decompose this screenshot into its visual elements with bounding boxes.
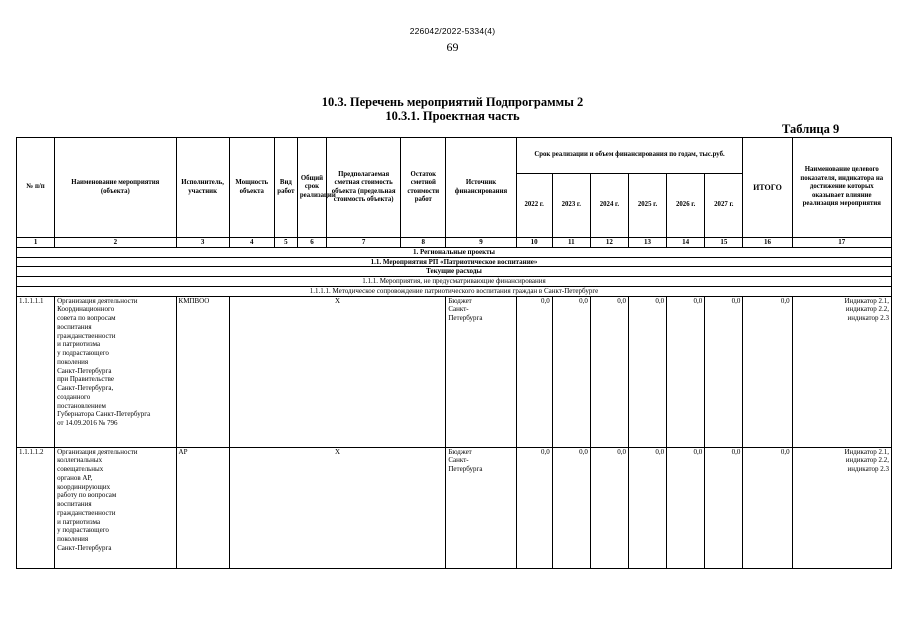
header-period: Общий срок реализации bbox=[297, 138, 326, 238]
header-year-2026: 2026 г. bbox=[667, 174, 705, 238]
col-number: 17 bbox=[792, 238, 891, 248]
header-year-2022: 2022 г. bbox=[516, 174, 552, 238]
section-patriotic-education: 1.1. Мероприятия РП «Патриотическое воспитание» bbox=[17, 257, 892, 267]
col-number: 14 bbox=[667, 238, 705, 248]
table-row bbox=[17, 296, 892, 447]
header-year-2023: 2023 г. bbox=[552, 174, 590, 238]
row-total: 0,0 bbox=[743, 296, 792, 447]
row-merged-mark: X bbox=[229, 447, 446, 568]
header-est-cost: Предполагаемая сметная стоимость объекта (предельная стоимость объекта) bbox=[327, 138, 401, 238]
section-methodical-support: 1.1.1.1. Методическое сопровождение патриотического воспитания граждан в Санкт-Петербурге bbox=[17, 286, 892, 296]
page-number: 69 bbox=[446, 40, 459, 54]
col-number: 5 bbox=[274, 238, 297, 248]
col-number: 11 bbox=[552, 238, 590, 248]
col-number: 4 bbox=[229, 238, 274, 248]
row-value-2026: 0,0 bbox=[667, 447, 705, 568]
header-year-2027: 2027 г. bbox=[705, 174, 743, 238]
row-indicator: Индикатор 2.1, индикатор 2.2, индикатор 2.3 bbox=[792, 447, 891, 568]
col-number: 2 bbox=[55, 238, 176, 248]
row-num: 1.1.1.1.1 bbox=[17, 296, 55, 447]
row-value-2024: 0,0 bbox=[590, 296, 628, 447]
row-value-2025: 0,0 bbox=[628, 296, 666, 447]
page-title: 10.3. Перечень мероприятий Подпрограммы 2 bbox=[321, 95, 584, 109]
header-capacity: Мощность объекта bbox=[229, 138, 274, 238]
col-number: 13 bbox=[628, 238, 666, 248]
header-year-2025: 2025 г. bbox=[628, 174, 666, 238]
col-number: 9 bbox=[446, 238, 516, 248]
row-value-2026: 0,0 bbox=[667, 296, 705, 447]
col-number: 16 bbox=[743, 238, 792, 248]
row-indicator: Индикатор 2.1, индикатор 2.2, индикатор 2.3 bbox=[792, 296, 891, 447]
row-executor: АР bbox=[176, 447, 229, 568]
row-value-2027: 0,0 bbox=[705, 447, 743, 568]
header-num: № п/п bbox=[17, 138, 55, 238]
section-no-funding: 1.1.1. Мероприятия, не предусматривающие финансирования bbox=[17, 277, 892, 287]
col-number: 1 bbox=[17, 238, 55, 248]
header-funding-group: Срок реализации и объем финансирования по годам, тыс.руб. bbox=[516, 138, 743, 174]
table-row bbox=[17, 447, 892, 568]
row-name: Организация деятельности Координационного совета по вопросам воспитания гражданственности и патриотизма у подрастающего поколения Санкт-Петербурга при Правительстве Санкт-Петербурга, созданного постановлением Губернатора Санкт-Петербурга от 14.09.2016 № 796 bbox=[55, 296, 176, 447]
measures-table bbox=[16, 137, 892, 569]
col-number: 8 bbox=[401, 238, 446, 248]
header-year-2024: 2024 г. bbox=[590, 174, 628, 238]
row-value-2027: 0,0 bbox=[705, 296, 743, 447]
row-value-2023: 0,0 bbox=[552, 447, 590, 568]
section-current-expenses: Текущие расходы bbox=[17, 267, 892, 277]
row-value-2025: 0,0 bbox=[628, 447, 666, 568]
header-remaining: Остаток сметной стоимости работ bbox=[401, 138, 446, 238]
row-value-2022: 0,0 bbox=[516, 296, 552, 447]
section-regional-projects: 1. Региональные проекты bbox=[17, 247, 892, 257]
row-executor: КМПВОО bbox=[176, 296, 229, 447]
row-value-2023: 0,0 bbox=[552, 296, 590, 447]
document-stamp: 226042/2022-5334(4) bbox=[409, 26, 496, 36]
col-number: 7 bbox=[327, 238, 401, 248]
row-value-2022: 0,0 bbox=[516, 447, 552, 568]
row-source: Бюджет Санкт- Петербурга bbox=[446, 296, 516, 447]
row-merged-mark: X bbox=[229, 296, 446, 447]
header-indicator: Наименование целевого показателя, индикатора на достижение которых оказывает влияние реализация мероприятия bbox=[792, 138, 891, 238]
col-number: 10 bbox=[516, 238, 552, 248]
table-label: Таблица 9 bbox=[782, 122, 840, 136]
col-number: 3 bbox=[176, 238, 229, 248]
header-name: Наименование мероприятия (объекта) bbox=[55, 138, 176, 238]
col-number: 6 bbox=[297, 238, 326, 248]
page-subtitle: 10.3.1. Проектная часть bbox=[385, 109, 520, 123]
header-executor: Исполнитель, участник bbox=[176, 138, 229, 238]
row-total: 0,0 bbox=[743, 447, 792, 568]
row-name: Организация деятельности коллегиальных совещательных органов АР, координирующих работу по вопросам воспитания гражданственности и патриотизма у подрастающего поколения Санкт-Петербурга bbox=[55, 447, 176, 568]
header-total: ИТОГО bbox=[743, 138, 792, 238]
header-work-type: Вид работ bbox=[274, 138, 297, 238]
col-number: 15 bbox=[705, 238, 743, 248]
header-source: Источник финансирования bbox=[446, 138, 516, 238]
col-number: 12 bbox=[590, 238, 628, 248]
row-source: Бюджет Санкт- Петербурга bbox=[446, 447, 516, 568]
row-value-2024: 0,0 bbox=[590, 447, 628, 568]
column-number-row bbox=[17, 238, 892, 248]
row-num: 1.1.1.1.2 bbox=[17, 447, 55, 568]
